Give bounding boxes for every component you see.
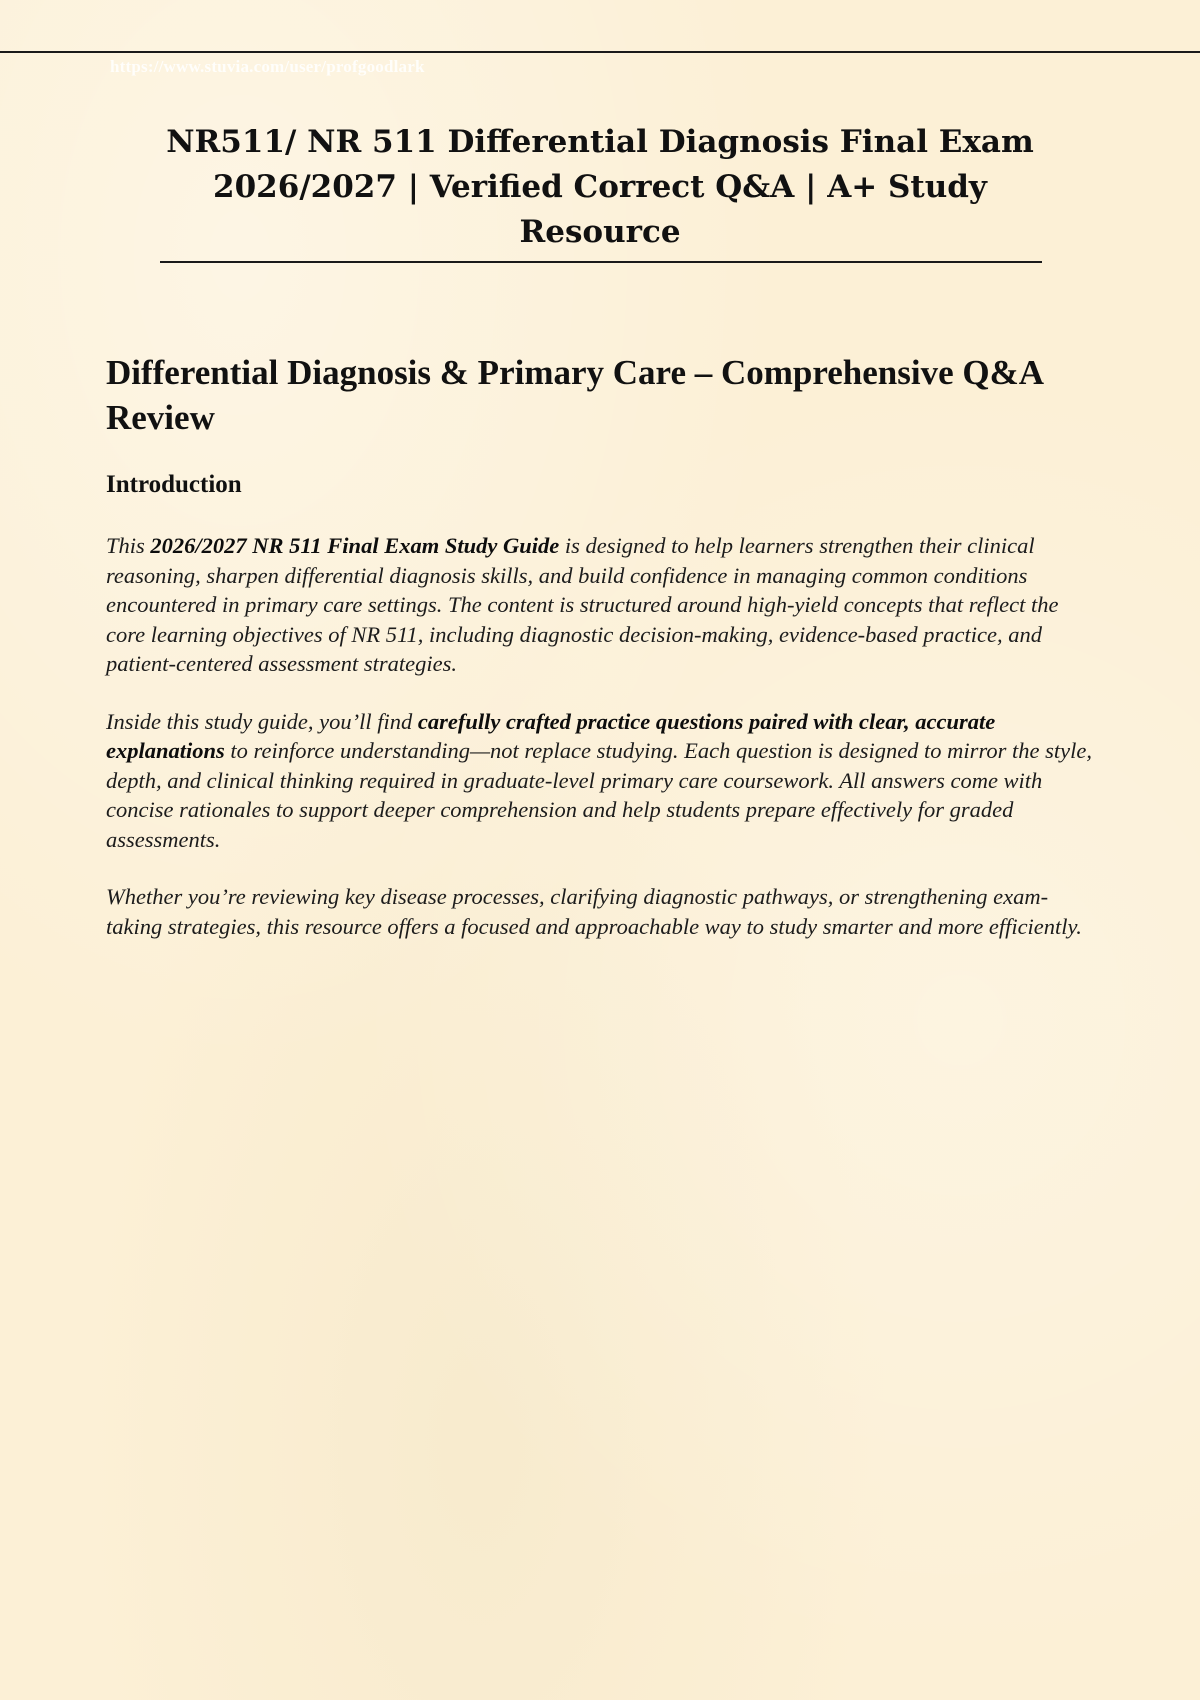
introduction-body: [106, 531, 1096, 969]
paragraph-text: is designed to help learners strengthen their clinical reasoning, sharpen differential diagnosis skills, and build confidence in managing common conditions encountered in primary care settings. The content is structured around high-yield concepts that reflect the core learning objectives of NR 511, including diagnostic decision-making, evidence-based practice, and patient-centered assessment strategies.: [106, 533, 1059, 676]
intro-paragraph-2: [106, 707, 1096, 855]
paragraph-bold-text: carefully crafted practice questions paired with clear, accurate explanations: [106, 708, 996, 763]
paragraph-text: Inside this study guide, you’ll find: [106, 708, 418, 734]
title-divider: [160, 261, 1042, 263]
paragraph-bold-text: 2026/2027 NR 511 Final Exam Study Guide: [150, 533, 560, 558]
paragraph-text: This: [106, 533, 151, 558]
intro-paragraph-3: [106, 882, 1096, 941]
intro-paragraph-1: [106, 531, 1096, 679]
introduction-heading: Introduction: [106, 471, 242, 498]
section-heading: Differential Diagnosis & Primary Care – Comprehensive Q&A Review: [106, 353, 1043, 437]
document-title: NR511/ NR 511 Differential Diagnosis Final Exam 2026/2027 | Verified Correct Q&A | A+ Study Resource: [166, 124, 1034, 250]
paragraph-text: Whether you’re reviewing key disease processes, clarifying diagnostic pathways, or strengthening exam-taking strategies, this resource offers a focused and approachable way to study smarter and more efficiently.: [106, 884, 1082, 939]
top-divider: [0, 51, 1200, 53]
paragraph-text: to reinforce understanding—not replace studying. Each question is designed to mirror the style, depth, and clinical thinking required in graduate-level primary care coursework. All answers come with concise rationales to support deeper comprehension and help students prepare effectively for graded assessments.: [106, 738, 1092, 852]
watermark-url: https://www.stuvia.com/user/profgoodlark: [110, 57, 425, 76]
